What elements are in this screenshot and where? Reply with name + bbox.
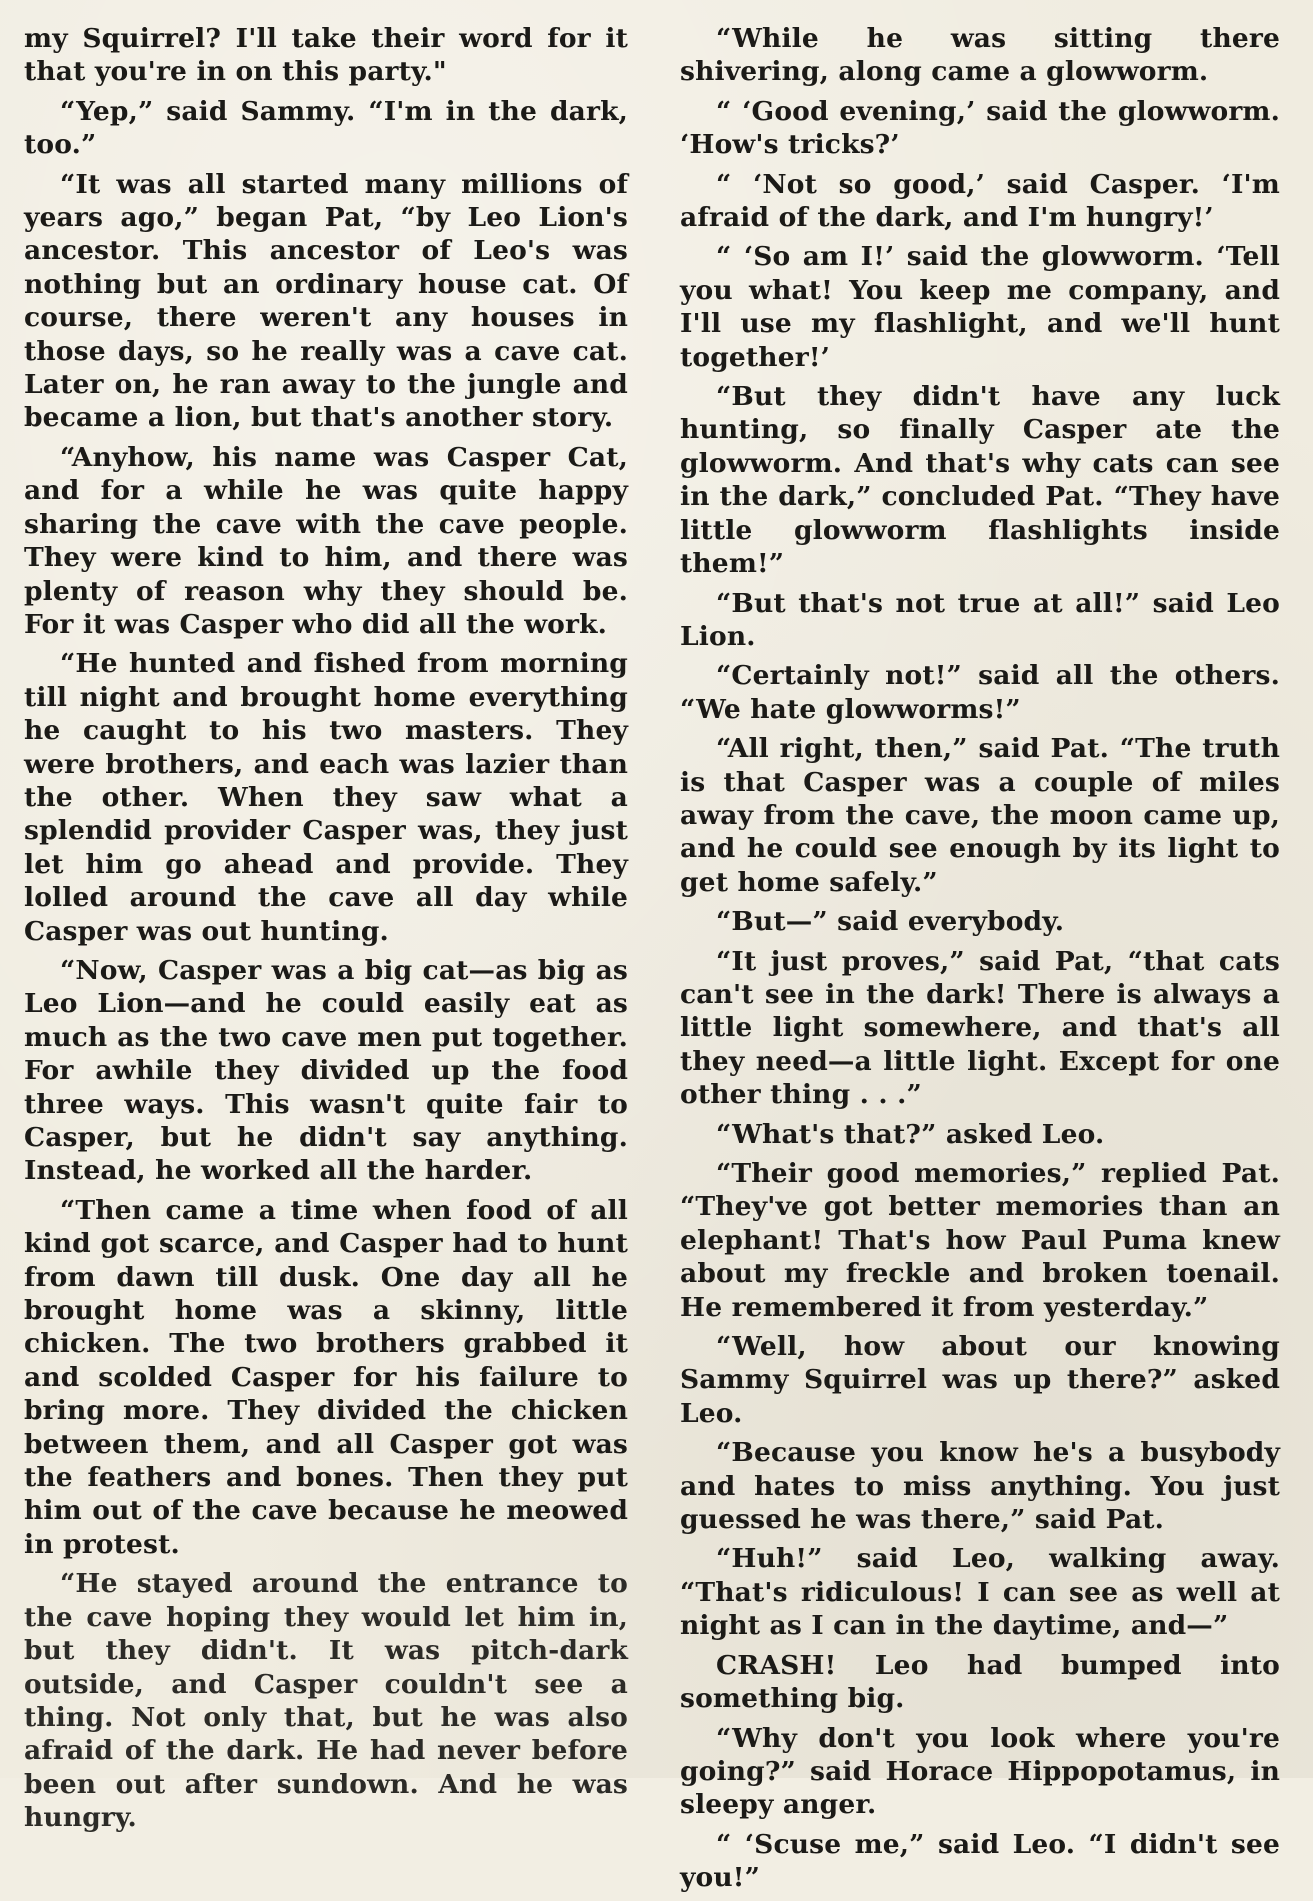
paragraph: “Yep,” said Sammy. “I'm in the dark, too.”: [24, 95, 628, 161]
paragraph: “All right, then,” said Pat. “The truth is that Casper was a couple of miles away from the cave, the moon came up, and he could see enough by its light to get home safely.”: [680, 733, 1280, 898]
right-text-column: [680, 22, 1280, 1901]
paragraph: “But—” said everybody.: [716, 906, 1065, 938]
paragraph: “He stayed around the entrance to the cave hoping they would let him in, but they didn't. It was pitch-dark outside, and Casper couldn't see a thing. Not only that, but he was also afraid of the dark. He had never before been out after sundown. And he was hungry.: [24, 1568, 628, 1834]
paragraph: “ ‘Good evening,’ said the glowworm. ‘How's tricks?’: [680, 95, 1280, 161]
paragraph: “What's that?” asked Leo.: [716, 1118, 1105, 1150]
paragraph: “Huh!” said Leo, walking away. “That's ridiculous! I can see as well at night as I can in the daytime, and—”: [680, 1543, 1280, 1642]
paragraph: “Why don't you look where you're going?” said Horace Hippopotamus, in sleepy anger.: [680, 1722, 1280, 1821]
paragraph: “Then came a time when food of all kind got scarce, and Casper had to hunt from dawn till dusk. One day all he brought home was a skinny, little chicken. The two brothers grabbed it and scolded Casper for his failure to bring more. They divided the chicken between them, and all Casper got was the feathers and bones. Then they put him out of the cave because he meowed in protest.: [24, 1194, 628, 1560]
paragraph: “Well, how about our knowing Sammy Squirrel was up there?” asked Leo.: [680, 1331, 1280, 1429]
paragraph: “ ‘So am I!’ said the glowworm. ‘Tell you what! You keep me company, and I'll use my flashlight, and we'll hunt together!’: [680, 241, 1280, 373]
paragraph: “While he was sitting there shivering, along came a glowworm.: [680, 23, 1280, 88]
paragraph: “He hunted and fished from morning till night and brought home everything he caught to his two masters. They were brothers, and each was lazier than the other. When they saw what a splendid provider Casper was, they just let him go ahead and provide. They lolled around the cave all day while Casper was out hunting.: [24, 648, 628, 947]
paragraph: “It was all started many millions of years ago,” began Pat, “by Leo Lion's ancestor. This ancestor of Leo's was nothing but an ordinary house cat. Of course, there weren't any houses in those days, so he really was a cave cat. Later on, he ran away to the jungle and became a lion, but that's another story.: [24, 168, 628, 434]
left-text-column: [24, 22, 628, 1841]
paragraph: “Because you know he's a busybody and hates to miss anything. You just guessed he was there,” said Pat.: [680, 1437, 1280, 1536]
paragraph: “Anyhow, his name was Casper Cat, and for a while he was quite happy sharing the cave with the cave people. They were kind to him, and there was plenty of reason why they should be. For it was Casper who did all the work.: [24, 441, 628, 640]
paragraph: “Their good memories,” replied Pat. “They've got better memories than an elephant! That's how Paul Puma knew about my freckle and broken toenail. He remembered it from yesterday.”: [680, 1158, 1280, 1323]
paragraph: “Certainly not!” said all the others. “We hate glowworms!”: [680, 660, 1280, 725]
paragraph: “But that's not true at all!” said Leo Lion.: [680, 587, 1280, 652]
paragraph: CRASH! Leo had bumped into something big.: [680, 1649, 1280, 1715]
paragraph: “ ‘Scuse me,” said Leo. “I didn't see you!”: [680, 1828, 1280, 1894]
paragraph: my Squirrel? I'll take their word for it that you're in on this party.": [24, 23, 628, 88]
paragraph: “ ‘Not so good,’ said Casper. ‘I'm afraid of the dark, and I'm hungry!’: [680, 168, 1280, 234]
paragraph: “It just proves,” said Pat, “that cats can't see in the dark! There is always a little light somewhere, and that's all they need—a little light. Except for one other thing . . .”: [680, 945, 1280, 1111]
paragraph: “But they didn't have any luck hunting, so finally Casper ate the glowworm. And that's why cats can see in the dark,” concluded Pat. “They have little glowworm flashlights inside them!”: [680, 381, 1280, 580]
paragraph: “Now, Casper was a big cat—as big as Leo Lion—and he could easily eat as much as the two cave men put together. For awhile they divided up the food three ways. This wasn't quite fair to Casper, but he didn't say anything. Instead, he worked all the harder.: [24, 954, 628, 1187]
